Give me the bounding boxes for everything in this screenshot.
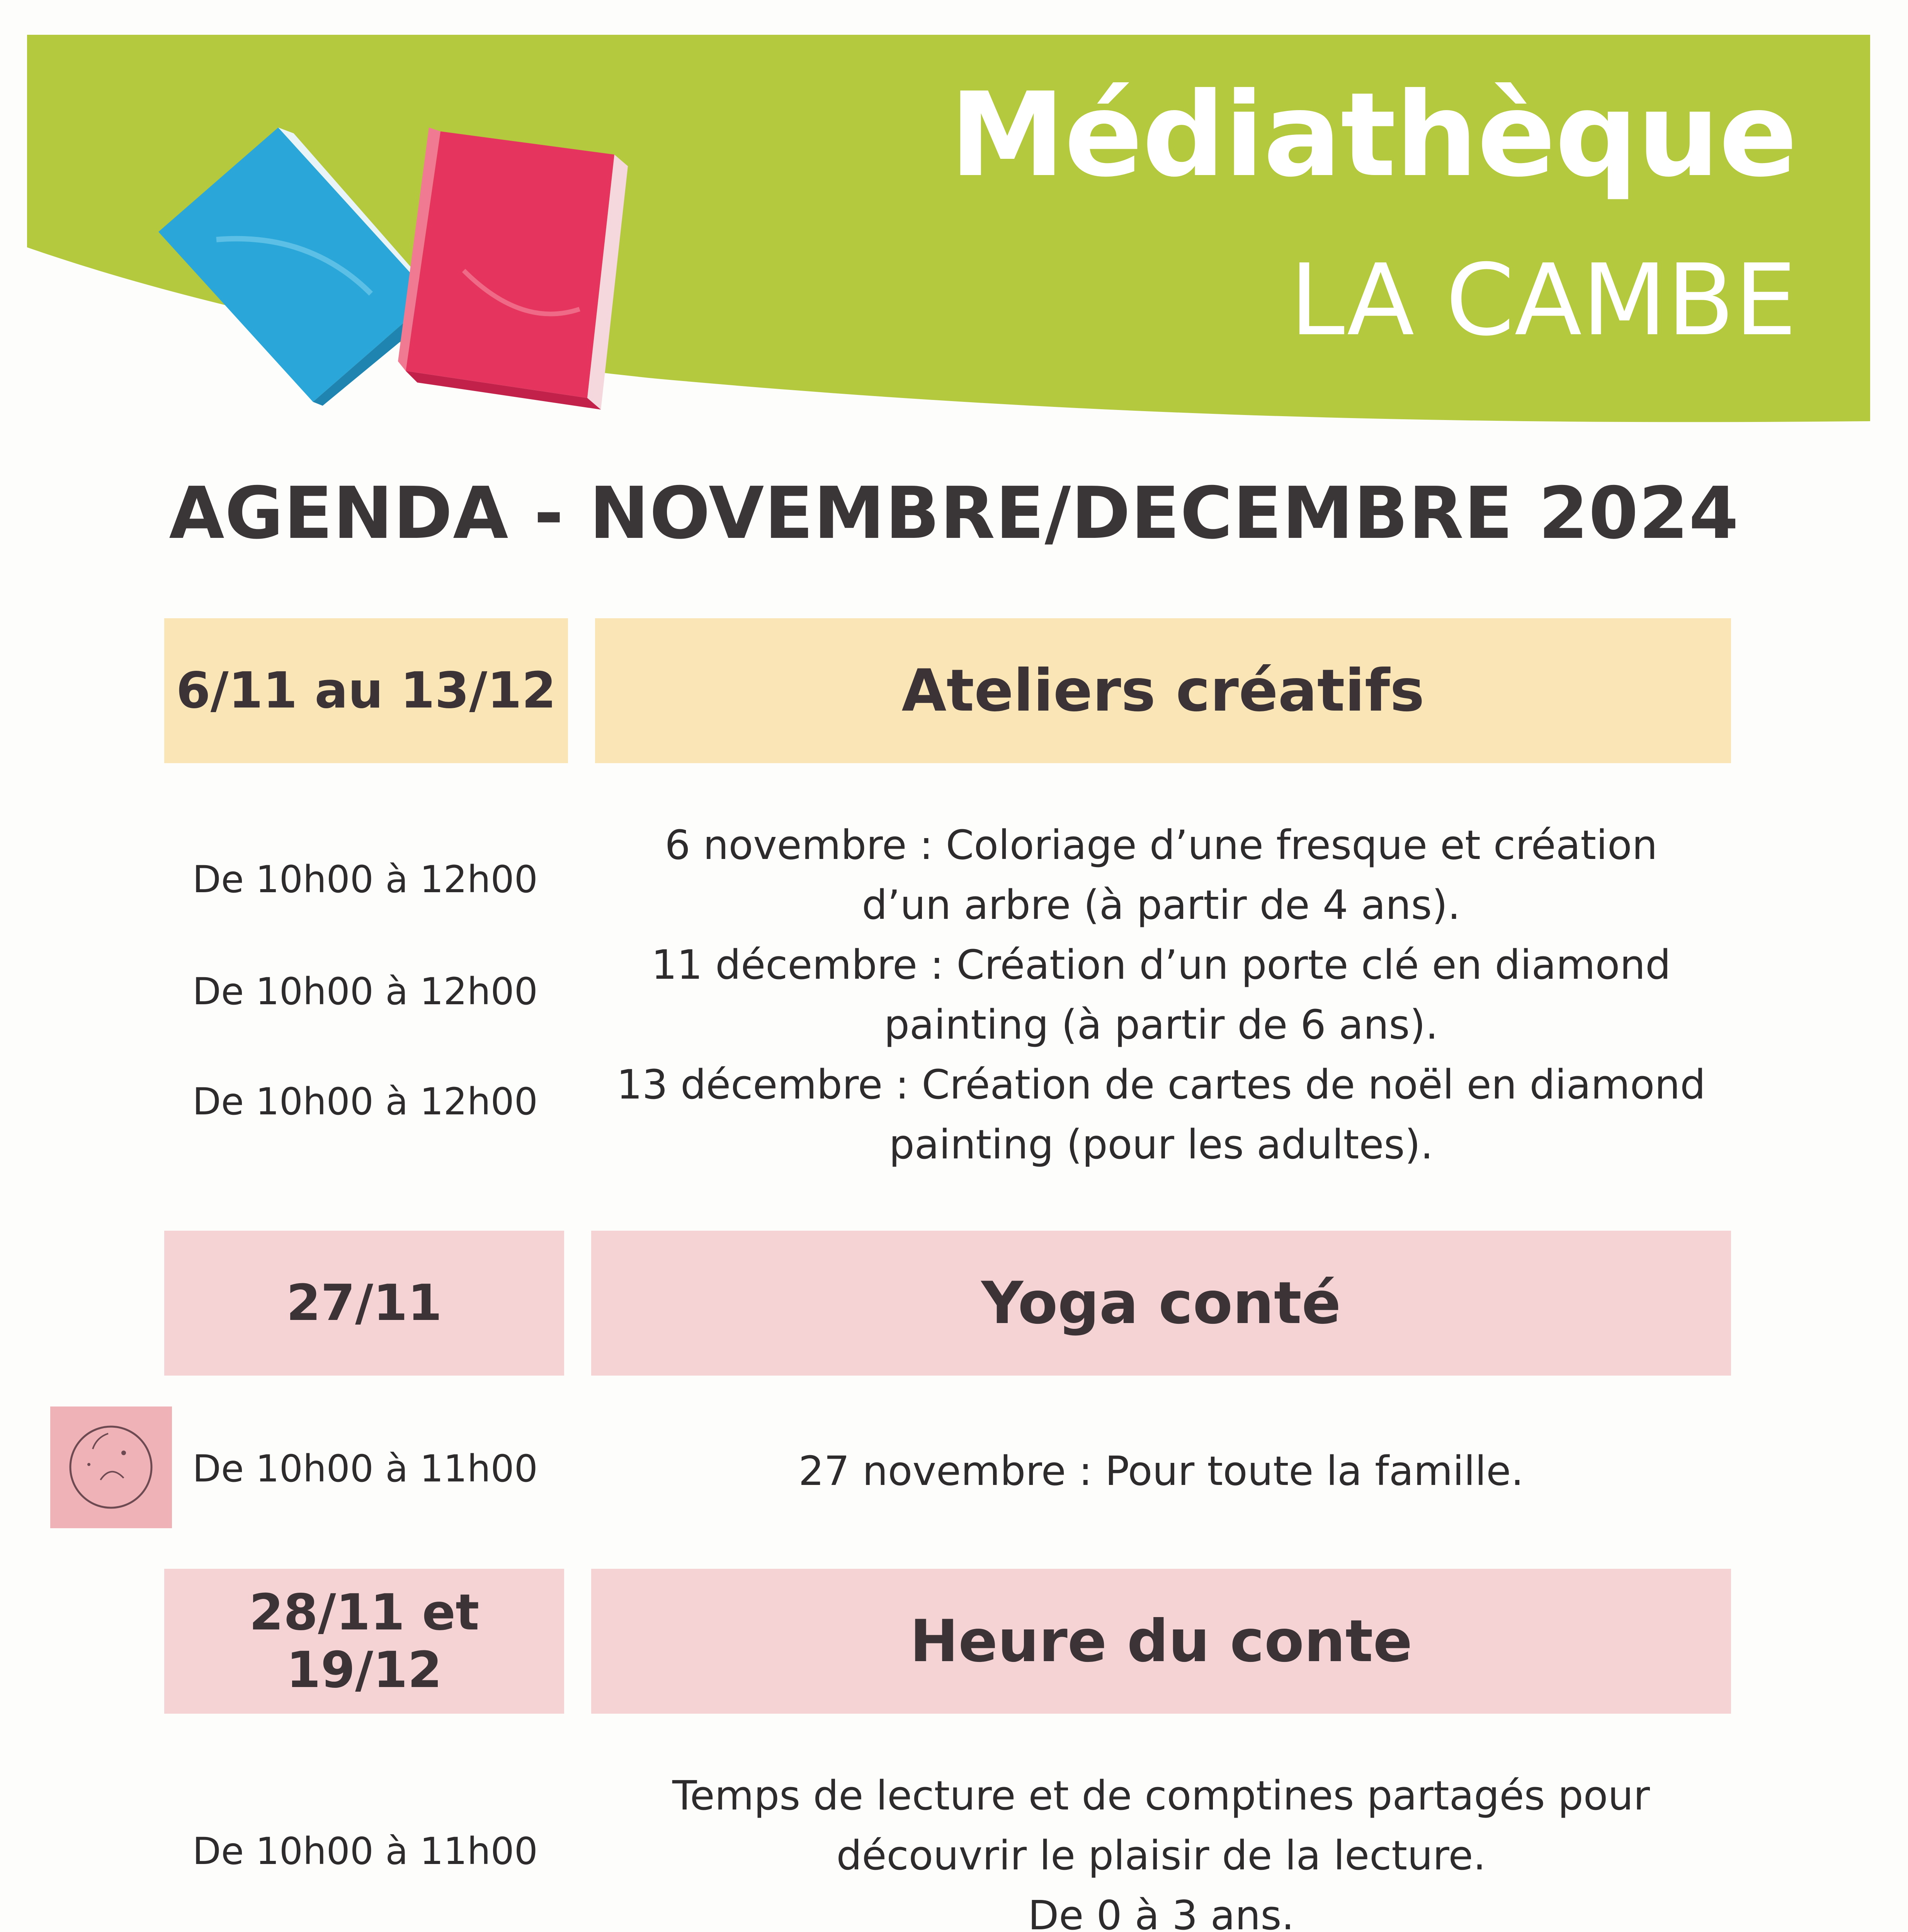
section-date: 27/11 xyxy=(164,1231,564,1376)
section-title: Yoga conté xyxy=(591,1231,1731,1376)
description-line: d’un arbre (à partir de 4 ans). xyxy=(862,881,1461,929)
description-line: 27 novembre : Pour toute la famille. xyxy=(798,1447,1524,1495)
description-line: 11 décembre : Création d’un porte clé en diamond xyxy=(651,941,1671,988)
section-description xyxy=(591,1441,1731,1501)
description-line: découvrir le plaisir de la lecture. xyxy=(836,1832,1486,1879)
time-slot: De 10h00 à 12h00 xyxy=(192,970,538,1013)
page-title: Médiathèque xyxy=(949,68,1797,202)
agenda-heading: AGENDA - NOVEMBRE/DECEMBRE 2024 xyxy=(169,471,1739,555)
description-line: painting (à partir de 6 ans). xyxy=(884,1001,1439,1048)
header-banner xyxy=(0,0,1908,425)
description-line: painting (pour les adultes). xyxy=(889,1121,1434,1168)
section-description xyxy=(591,1766,1731,1932)
time-slot: De 10h00 à 12h00 xyxy=(192,1080,538,1123)
time-slot: De 10h00 à 12h00 xyxy=(192,858,538,901)
relaxation-badge-icon xyxy=(50,1406,172,1528)
section-title: Ateliers créatifs xyxy=(595,618,1731,763)
section-title: Heure du conte xyxy=(591,1569,1731,1714)
time-slot: De 10h00 à 11h00 xyxy=(192,1447,538,1490)
description-line: Temps de lecture et de comptines partagés pour xyxy=(672,1772,1650,1819)
description-line: 13 décembre : Création de cartes de noël en diamond xyxy=(616,1061,1706,1108)
section-description xyxy=(591,815,1731,1175)
section-date: 6/11 au 13/12 xyxy=(164,618,568,763)
time-slot: De 10h00 à 11h00 xyxy=(192,1830,538,1873)
page-subtitle: LA CAMBE xyxy=(1290,243,1797,358)
section-date: 28/11 et 19/12 xyxy=(164,1569,564,1714)
red-book-icon xyxy=(398,128,628,410)
description-line: De 0 à 3 ans. xyxy=(1028,1892,1294,1932)
description-line: 6 novembre : Coloriage d’une fresque et création xyxy=(665,821,1658,869)
